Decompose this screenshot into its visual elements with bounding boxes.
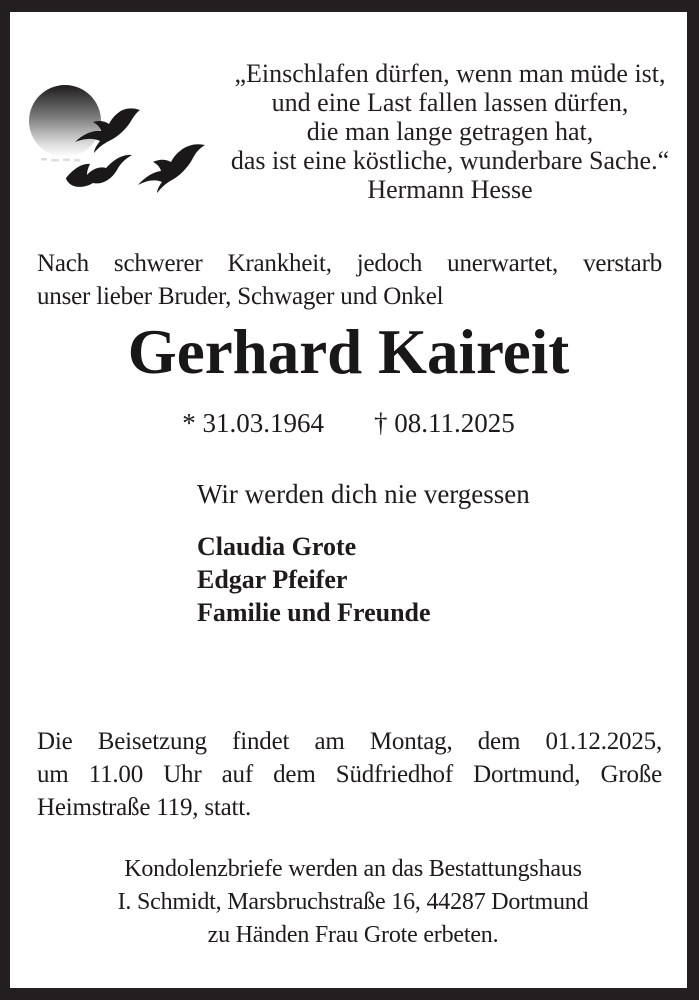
condolence-note — [37, 853, 669, 952]
condolence-line: I. Schmidt, Marsbruchstraße 16, 44287 Dortmund — [117, 889, 589, 915]
funeral-line: Die Beisetzung findet am Montag, dem 01.12.2025, — [37, 728, 662, 755]
sun-and-seagulls-graphic — [25, 80, 215, 205]
birth-date-value: 31.03.1964 — [202, 408, 324, 438]
mourner-name: Familie und Freunde — [197, 598, 431, 627]
notice-inner-area — [10, 12, 687, 988]
quote-line: das ist eine köstliche, wunderbare Sache.“ — [230, 146, 670, 175]
intro-line: Nach schwerer Krankheit, jedoch unerwartet, verstarb — [37, 250, 662, 277]
funeral-details — [37, 725, 662, 824]
birth-symbol: * — [182, 408, 196, 438]
sun-icon — [29, 85, 101, 157]
water-reflection — [41, 158, 80, 162]
mourners-list — [197, 530, 431, 629]
deceased-name: Gerhard Kaireit — [127, 317, 570, 387]
funeral-line: Heimstraße 119, statt. — [37, 794, 252, 821]
quote-line: und eine Last fallen lassen dürfen, — [271, 88, 629, 117]
quote-attribution: Hermann Hesse — [367, 175, 533, 204]
opening-quote — [200, 59, 699, 204]
condolence-line: Kondolenzbriefe werden an das Bestattungshaus — [124, 856, 582, 882]
mourner-name: Claudia Grote — [197, 532, 357, 561]
death-date-value: 08.11.2025 — [394, 408, 515, 438]
birth-date — [182, 407, 324, 440]
mourner-name: Edgar Pfeifer — [197, 565, 348, 594]
quote-line: „Einschlafen dürfen, wenn man müde ist, — [234, 59, 666, 88]
death-date — [374, 407, 515, 440]
life-dates — [10, 407, 687, 440]
condolence-line: zu Händen Frau Grote erbeten. — [207, 922, 499, 948]
intro-paragraph — [37, 247, 662, 313]
farewell-line: Wir werden dich nie vergessen — [197, 479, 530, 509]
seagull-icon — [138, 144, 205, 193]
intro-line: unser lieber Bruder, Schwager und Onkel — [37, 283, 444, 310]
funeral-line: um 11.00 Uhr auf dem Südfriedhof Dortmund, Große — [37, 761, 662, 788]
cross-icon: † — [374, 408, 388, 438]
quote-line: die man lange getragen hat, — [306, 117, 594, 146]
